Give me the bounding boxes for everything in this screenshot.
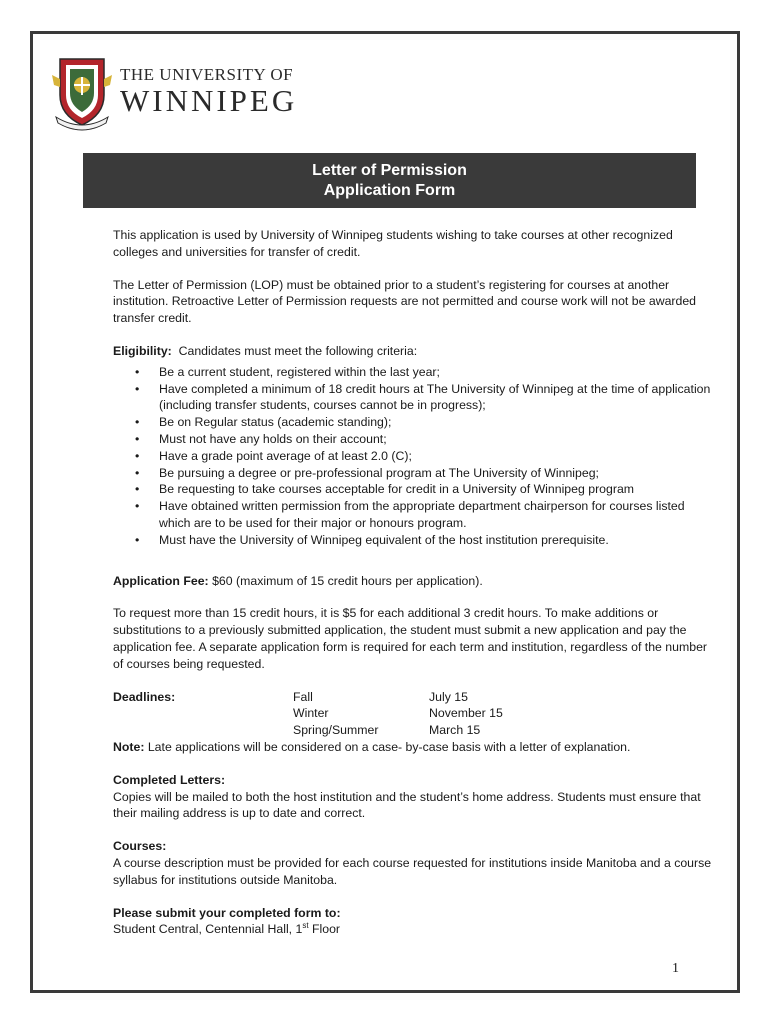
eligibility-list bbox=[113, 364, 713, 549]
list-item: • Must have the University of Winnipeg equivalent of the host institution prerequisite. bbox=[159, 532, 713, 549]
fee-paragraph bbox=[113, 573, 713, 590]
form-title-line2: Application Form bbox=[323, 181, 456, 199]
page-number: 1 bbox=[672, 961, 679, 976]
wordmark-bottom: WINNIPEG bbox=[120, 83, 298, 118]
university-crest-icon bbox=[52, 55, 112, 131]
form-content bbox=[113, 227, 713, 938]
intro-paragraph: This application is used by University of Winnipeg students wishing to take courses at other recognized colleges and universities for transfer of credit. bbox=[113, 228, 673, 259]
note-paragraph bbox=[113, 739, 713, 756]
list-item: • Be a current student, registered within the last year; bbox=[159, 364, 713, 381]
deadline-date: November 15 bbox=[429, 706, 503, 721]
deadlines-label: Deadlines: bbox=[113, 689, 176, 704]
list-item: • Be requesting to take courses acceptable for credit in a University of Winnipeg program bbox=[159, 481, 713, 498]
completed-letters-label: Completed Letters: bbox=[113, 772, 226, 787]
eligibility-paragraph bbox=[113, 343, 713, 360]
deadlines-table bbox=[113, 689, 713, 739]
form-title-line1: Letter of Permission bbox=[312, 161, 467, 179]
deadline-term: Spring/Summer bbox=[293, 723, 379, 738]
submit-location: Student Central, Centennial Hall, 1st Floor bbox=[113, 921, 341, 937]
list-item: • Have obtained written permission from the appropriate department chairperson for courses listed which are to be used for their major or honours program. bbox=[159, 498, 713, 532]
deadline-date: July 15 bbox=[429, 689, 468, 704]
university-logo bbox=[52, 55, 300, 131]
fee-text: $60 (maximum of 15 credit hours per application). bbox=[212, 573, 483, 588]
note-label: Note: bbox=[113, 739, 145, 754]
courses-text: A course description must be provided for each course requested for institutions inside Manitoba and a course syllabus for institutions outside Manitoba. bbox=[113, 855, 712, 887]
eligibility-text: Candidates must meet the following criteria: bbox=[178, 343, 418, 358]
list-item: • Must not have any holds on their account; bbox=[159, 431, 713, 448]
deadline-date: March 15 bbox=[429, 723, 481, 738]
note-text: Late applications will be considered on a case- by-case basis with a letter of explanation. bbox=[147, 739, 631, 754]
additional-paragraph: To request more than 15 credit hours, it is $5 for each additional 3 credit hours. To make additions or substitutions to a previously submitted application, the student must submit a new application and pay the application fee. A separate application form is required for each term and institution, regardless of the number of courses being requested. bbox=[113, 606, 708, 671]
submit-label: Please submit your completed form to: bbox=[113, 905, 341, 920]
eligibility-label: Eligibility: bbox=[113, 343, 172, 358]
courses-label: Courses: bbox=[113, 839, 167, 854]
completed-letters-text: Copies will be mailed to both the host institution and the student’s home address. Students must ensure that their mailing address is up to date and correct. bbox=[113, 789, 701, 821]
list-item: • Have completed a minimum of 18 credit hours at The University of Winnipeg at the time of application (including transfer students, courses cannot be in progress); bbox=[159, 381, 713, 415]
deadline-term: Winter bbox=[293, 706, 329, 721]
fee-label: Application Fee: bbox=[113, 573, 209, 588]
deadline-term: Fall bbox=[293, 689, 313, 704]
lop-paragraph: The Letter of Permission (LOP) must be obtained prior to a student’s registering for courses at another institution. Retroactive Letter of Permission requests are not permitted and course work will not be awarded transfer credit. bbox=[113, 277, 697, 326]
list-item: • Be pursuing a degree or pre-professional program at The University of Winnipeg; bbox=[159, 465, 713, 482]
form-title-bar bbox=[83, 153, 696, 208]
list-item: • Have a grade point average of at least 2.0 (C); bbox=[159, 448, 713, 465]
wordmark-top: THE UNIVERSITY OF bbox=[120, 65, 294, 84]
list-item: • Be on Regular status (academic standing); bbox=[159, 414, 713, 431]
